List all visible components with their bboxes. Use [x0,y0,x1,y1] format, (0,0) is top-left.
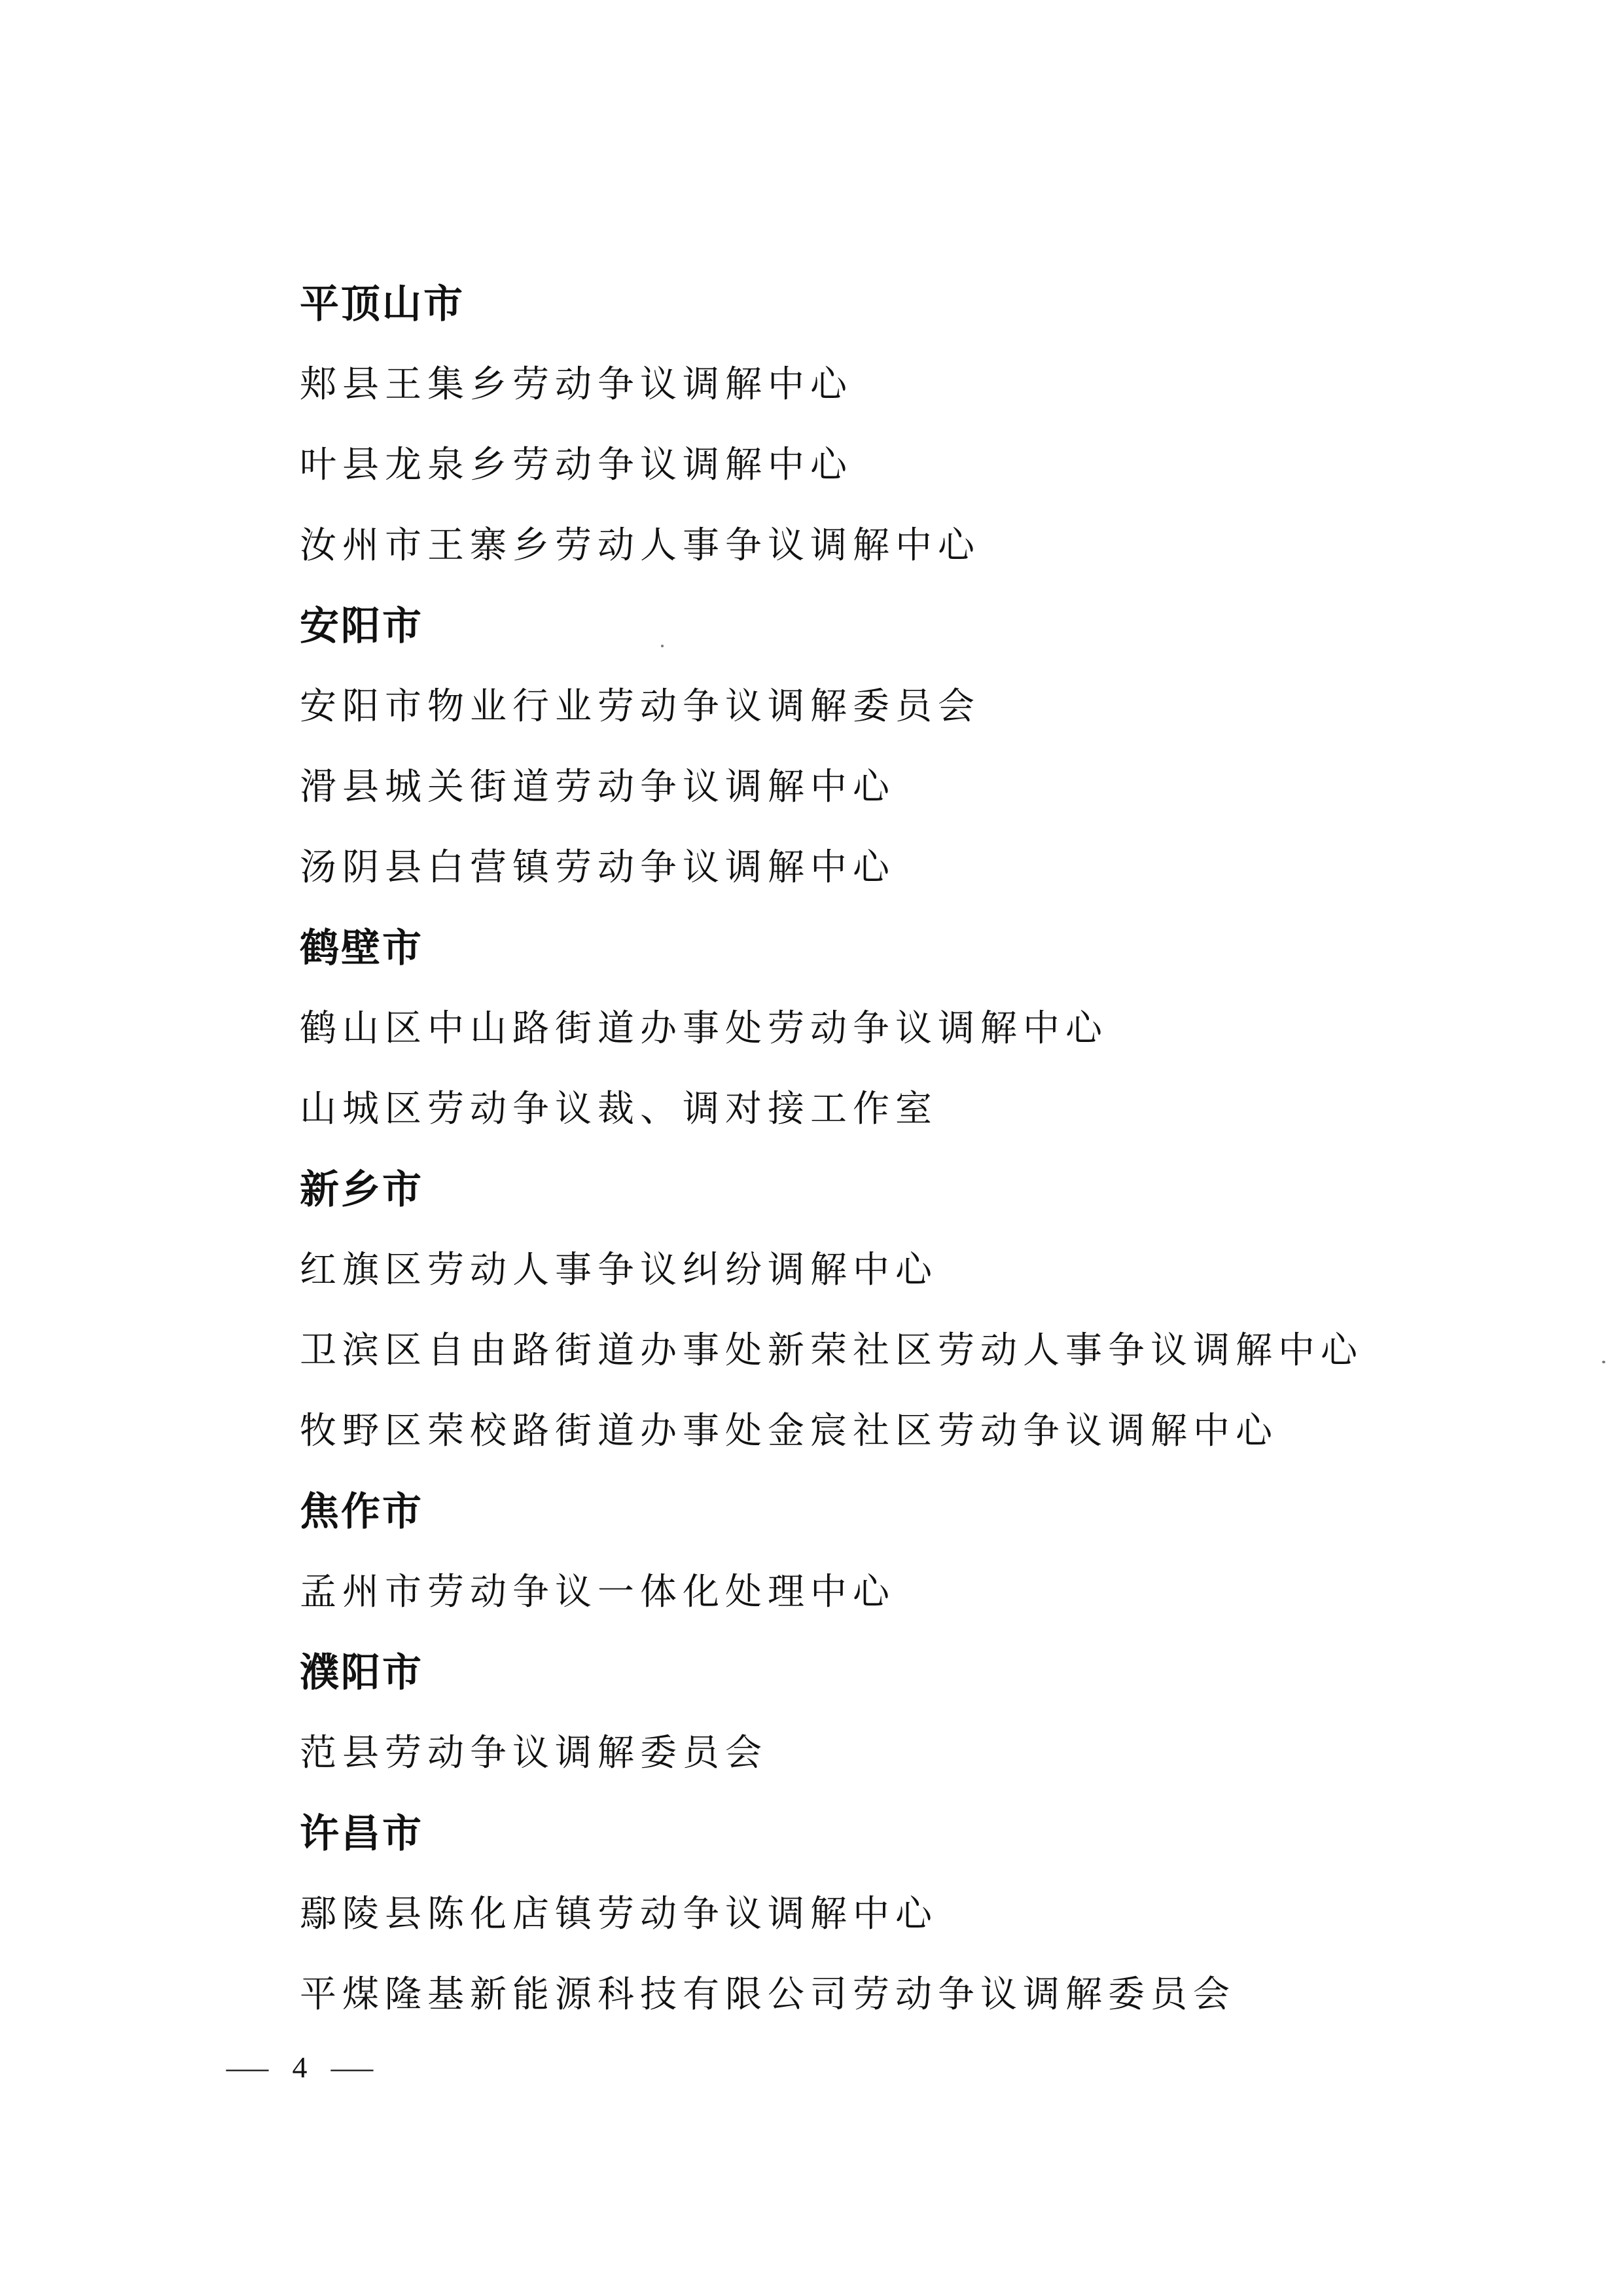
document-content [300,283,1544,2054]
city-heading: 濮阳市 [300,1651,423,1695]
scan-speckle [1602,1361,1605,1363]
footer-dash-left: — [226,2051,269,2084]
mediation-center-entry: 范县劳动争议调解委员会 [300,1733,768,1774]
city-heading: 鹤壁市 [300,926,423,970]
mediation-center-entry: 鹤山区中山路街道办事处劳动争议调解中心 [300,1009,1108,1049]
mediation-center-entry: 平煤隆基新能源科技有限公司劳动争议调解委员会 [300,1975,1236,2015]
mediation-center-entry: 鄢陵县陈化店镇劳动争议调解中心 [300,1894,938,1935]
mediation-center-entry: 山城区劳动争议裁、调对接工作室 [300,1089,938,1130]
city-heading: 平顶山市 [300,282,465,326]
mediation-center-entry: 安阳市物业行业劳动争议调解委员会 [300,687,980,727]
city-heading: 焦作市 [300,1490,423,1534]
mediation-center-entry: 汝州市王寨乡劳动人事争议调解中心 [300,526,980,566]
mediation-center-entry: 滑县城关街道劳动争议调解中心 [300,767,895,808]
mediation-center-entry: 牧野区荣校路街道办事处金宸社区劳动争议调解中心 [300,1411,1278,1452]
city-heading: 新乡市 [300,1168,423,1211]
city-heading: 安阳市 [300,604,423,648]
footer-page-number: 4 [292,2051,308,2084]
mediation-center-entry: 红旗区劳动人事争议纠纷调解中心 [300,1250,938,1291]
mediation-center-entry: 郏县王集乡劳动争议调解中心 [300,365,853,405]
city-heading: 许昌市 [300,1812,423,1856]
footer-dash-right: — [330,2051,374,2084]
mediation-center-entry: 汤阴县白营镇劳动争议调解中心 [300,848,895,888]
mediation-center-entry: 孟州市劳动争议一体化处理中心 [300,1572,895,1613]
page-footer [226,2051,374,2084]
mediation-center-entry: 卫滨区自由路街道办事处新荣社区劳动人事争议调解中心 [300,1331,1363,1371]
mediation-center-entry: 叶县龙泉乡劳动争议调解中心 [300,445,853,486]
scan-speckle [661,645,664,647]
